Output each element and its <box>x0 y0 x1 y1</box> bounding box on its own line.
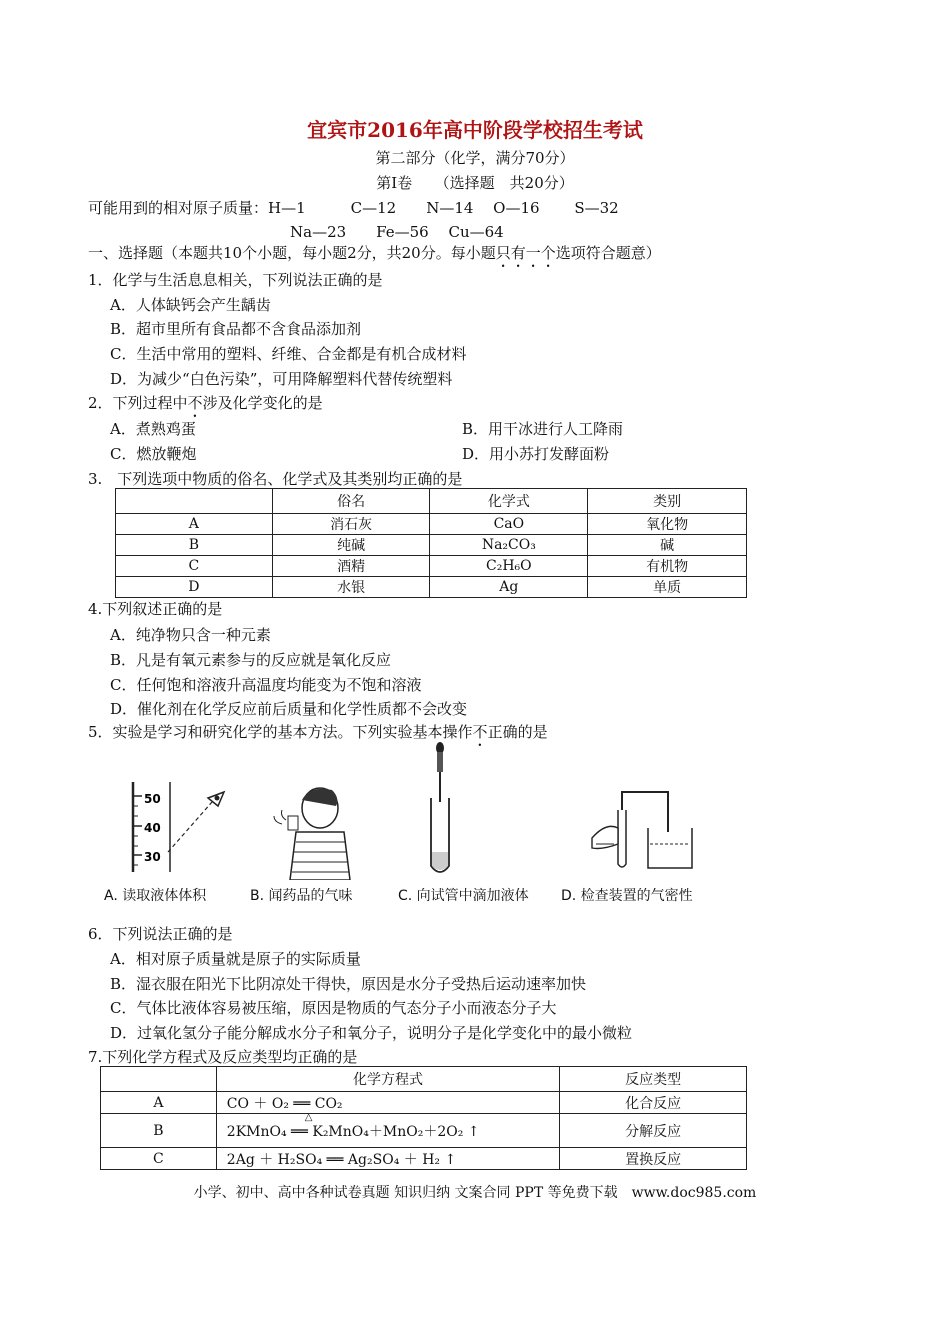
table-row <box>116 556 747 577</box>
q6-option-d: D．过氧化氢分子能分解成水分子和氧分子，说明分子是化学变化中的最小微粒 <box>110 1024 633 1042</box>
table-cell: 酒精 <box>272 556 430 577</box>
equation-text: 2KMnO₄ ══ K₂MnO₄＋MnO₂＋2O₂ ↑ <box>226 1123 480 1140</box>
q1-option-c: C．生活中常用的塑料、纤维、合金都是有机合成材料 <box>110 345 467 363</box>
table-cell: 碱 <box>588 535 747 556</box>
q4-option-a: A．纯净物只含一种元素 <box>110 626 271 644</box>
atomic-mass-line2: Na—23 Fe—56 Cu—64 <box>290 223 504 241</box>
table-cell: B <box>116 535 273 556</box>
q4-option-b: B．凡是有氧元素参与的反应就是氧化反应 <box>110 651 392 669</box>
q4-stem: 4.下列叙述正确的是 <box>88 600 223 618</box>
q5-caption-c: C. 向试管中滴加液体 <box>398 888 529 904</box>
table-row <box>116 535 747 556</box>
q6-stem: 6．下列说法正确的是 <box>88 925 233 943</box>
q1-option-d: D．为减少“白色污染”，可用降解塑料代替传统塑料 <box>110 370 453 388</box>
table-row <box>116 577 747 598</box>
scale-tick-label: 30 <box>144 850 161 864</box>
table-header-cell: 反应类型 <box>560 1067 747 1092</box>
volume-subtitle: 第Ⅰ卷 （选择题 共20分） <box>376 174 574 192</box>
q5-caption-b: B. 闻药品的气味 <box>250 888 353 904</box>
q2-option-b: B．用干冰进行人工降雨 <box>462 420 624 438</box>
table-header-row <box>116 489 747 514</box>
smelling-illustration <box>274 788 350 880</box>
table-cell: 置换反应 <box>560 1148 747 1170</box>
table-cell: C₂H₆O <box>430 556 588 577</box>
heat-symbol: △ <box>304 1112 313 1123</box>
table-cell: 氧化物 <box>588 514 747 535</box>
table-cell: 水银 <box>272 577 430 598</box>
q5-caption-d: D. 检查装置的气密性 <box>561 888 693 904</box>
table-header-cell: 化学方程式 <box>216 1067 560 1092</box>
q4-option-d: D．催化剂在化学反应前后质量和化学性质都不会改变 <box>110 700 468 718</box>
q2-stem: 2．下列过程中不涉及化学变化的是 <box>88 394 323 412</box>
table-cell: CaO <box>430 514 588 535</box>
dropper-illustration <box>431 742 449 872</box>
table-row <box>116 514 747 535</box>
table-cell: C <box>116 556 273 577</box>
table-cell: B <box>101 1114 217 1148</box>
q4-option-c: C．任何饱和溶液升高温度均能变为不饱和溶液 <box>110 676 422 694</box>
footer-note: 小学、初中、高中各种试卷真题 知识归纳 文案合同 PPT 等免费下载 www.doc985.com <box>193 1185 757 1201</box>
section-instruction: 一、选择题（本题共10个小题，每小题2分，共20分。每小题只有一个选项符合题意） <box>88 244 661 262</box>
table-cell: Na₂CO₃ <box>430 535 588 556</box>
q5-stem: 5．实验是学习和研究化学的基本方法。下列实验基本操作不正确的是 <box>88 723 548 741</box>
q7-table <box>100 1066 747 1170</box>
table-cell: C <box>101 1148 217 1170</box>
table-cell: Ag <box>430 577 588 598</box>
equation-cell <box>216 1114 560 1148</box>
q7-stem: 7.下列化学方程式及反应类型均正确的是 <box>88 1048 358 1066</box>
table-cell: 纯碱 <box>272 535 430 556</box>
table-cell: 化合反应 <box>560 1092 747 1114</box>
table-cell: 有机物 <box>588 556 747 577</box>
scale-tick-label: 50 <box>144 792 161 806</box>
q5-caption-a: A. 读取液体体积 <box>104 888 207 904</box>
airtightness-illustration <box>592 792 692 868</box>
table-header-row <box>101 1067 747 1092</box>
q3-stem: 3. 下列选项中物质的俗名、化学式及其类别均正确的是 <box>88 470 463 488</box>
q5-illustrations <box>100 740 720 880</box>
q2-option-d: D．用小苏打发酵面粉 <box>462 445 610 463</box>
exam-title: 宜宾市2016年高中阶段学校招生考试 <box>307 118 643 142</box>
table-cell: 分解反应 <box>560 1114 747 1148</box>
table-cell: D <box>116 577 273 598</box>
table-header-cell: 俗名 <box>272 489 430 514</box>
table-cell: A <box>116 514 273 535</box>
table-cell: A <box>101 1092 217 1114</box>
table-header-cell: 类别 <box>588 489 747 514</box>
table-row <box>101 1148 747 1170</box>
table-cell: 单质 <box>588 577 747 598</box>
reading-volume-illustration <box>133 782 224 872</box>
q6-option-c: C．气体比液体容易被压缩，原因是物质的气态分子小而液态分子大 <box>110 999 557 1017</box>
table-header-cell <box>116 489 273 514</box>
q6-option-b: B．湿衣服在阳光下比阴凉处干得快，原因是水分子受热后运动速率加快 <box>110 975 587 993</box>
q6-option-a: A．相对原子质量就是原子的实际质量 <box>110 950 361 968</box>
q2-option-c: C．燃放鞭炮 <box>110 445 197 463</box>
equation-cell: 2Ag ＋ H₂SO₄ ══ Ag₂SO₄ ＋ H₂ ↑ <box>216 1148 560 1170</box>
q3-table <box>115 488 747 598</box>
table-cell: 消石灰 <box>272 514 430 535</box>
q1-option-b: B．超市里所有食品都不含食品添加剂 <box>110 320 362 338</box>
equation-cell: CO ＋ O₂ ══ CO₂ <box>216 1092 560 1114</box>
table-row <box>101 1114 747 1148</box>
atomic-mass-line1: 可能用到的相对原子质量：H—1 C—12 N—14 O—16 S—32 <box>88 199 619 217</box>
table-header-cell <box>101 1067 217 1092</box>
q1-stem: 1．化学与生活息息相关，下列说法正确的是 <box>88 271 383 289</box>
part-subtitle: 第二部分（化学，满分70分） <box>375 149 575 167</box>
table-header-cell: 化学式 <box>430 489 588 514</box>
scale-tick-label: 40 <box>144 821 161 835</box>
q1-option-a: A．人体缺钙会产生龋齿 <box>110 296 271 314</box>
q2-option-a: A．煮熟鸡蛋 <box>110 420 196 438</box>
table-row <box>101 1092 747 1114</box>
